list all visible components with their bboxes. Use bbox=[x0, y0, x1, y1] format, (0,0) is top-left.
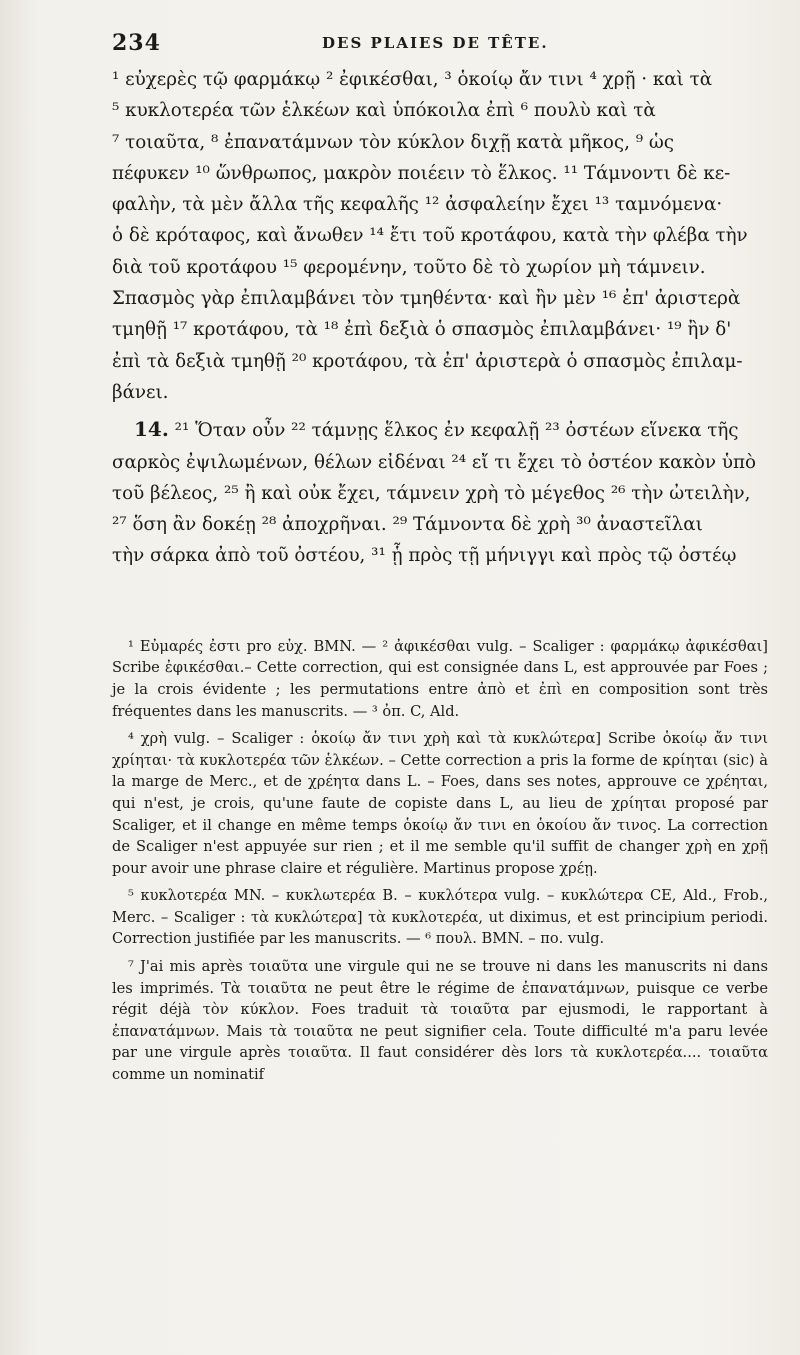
text-line: ¹ εὐχερὲς τῷ φαρμάκῳ ² ἐφικέσθαι, ³ ὁκοίῳ ἄν τινι ⁴ χρῇ · καὶ τὰ bbox=[112, 69, 713, 90]
footnote: ⁴ χρὴ vulg. – Scaliger : ὁκοίῳ ἄν τινι χρὴ καὶ τὰ κυκλώτερα] Scribe ὁκοίῳ ἄν τινι χρίηται· τὰ κυκλοτερέα τῶν ἑλκέων. – Cette correction a pris la forme de κρίηται (sic) à la marge de Merc., et de χρέητα dans L. – Foes, dans ses notes, approuve ce χρέηται, qui n'est, je crois, qu'une faute de copiste dans L, au lieu de χρίηται proposé par Scaliger, et il change en même temps ὁκοίῳ ἄν τινι en ὁκοίου ἄν τινος. La correction de Scaliger n'est appuyée sur rien ; et il me semble qu'il suffit de changer χρὴ en χρῇ pour avoir une phrase claire et régulière. Martinus propose χρέῃ. bbox=[112, 730, 768, 877]
running-head: DES PLAIES DE TÊTE. bbox=[322, 34, 549, 52]
text-line: σαρκὸς ἐψιλωμένων, θέλων εἰδέναι ²⁴ εἴ τι ἔχει τὸ ὀστέον κακὸν ὑπὸ bbox=[112, 451, 756, 473]
section-number: 14. bbox=[134, 417, 169, 442]
text-line: ⁵ κυκλοτερέα τῶν ἑλκέων καὶ ὑπόκοιλα ἐπὶ ⁶ πουλὺ καὶ τὰ bbox=[112, 100, 656, 122]
text-line: ὁ δὲ κρόταφος, καὶ ἄνωθεν ¹⁴ ἔτι τοῦ κροτάφου, κατὰ τὴν φλέβα τὴν bbox=[112, 225, 748, 247]
text-line: ἐπὶ τὰ δεξιὰ τμηθῇ ²⁰ κροτάφου, τὰ ἐπ' ἀριστερὰ ὁ σπασμὸς ἐπιλαμ- bbox=[112, 350, 743, 372]
text-line: Σπασμὸς γὰρ ἐπιλαμβάνει τὸν τμηθέντα· καὶ ἢν μὲν ¹⁶ ἐπ' ἀριστερὰ bbox=[112, 288, 741, 310]
page-header bbox=[112, 30, 768, 56]
footnote: ⁵ κυκλοτερέα MN. – κυκλωτερέα B. – κυκλότερα vulg. – κυκλώτερα CE, Ald., Frob., Merc. – Scaliger : τὰ κυκλώτερα] τὰ κυκλοτερέα, ut diximus, et est principium periodi. Correction justifiée par les manuscrits. — ⁶ πουλ. BMN. – πο. vulg. bbox=[112, 887, 768, 948]
text-line: ²⁷ ὅση ἂν δοκέῃ ²⁸ ἀποχρῆναι. ²⁹ Τάμνοντα δὲ χρὴ ³⁰ ἀναστεῖλαι bbox=[112, 514, 703, 536]
section-14-text: ²¹ Ὅταν οὖν ²² τάμνῃς ἕλκος ἐν κεφαλῇ ²³ ὀστέων εἵνεκα τῆς bbox=[174, 420, 739, 442]
page-number: 234 bbox=[112, 30, 161, 56]
section-14-first-line bbox=[112, 414, 768, 446]
text-line: φαλὴν, τὰ μὲν ἄλλα τῆς κεφαλῆς ¹² ἀσφαλείην ἔχει ¹³ ταμνόμενα· bbox=[112, 194, 723, 216]
text-line: ⁷ τοιαῦτα, ⁸ ἐπανατάμνων τὸν κύκλον διχῇ κατὰ μῆκος, ⁹ ὡς bbox=[112, 131, 675, 153]
footnotes bbox=[112, 636, 768, 1086]
main-greek-text bbox=[112, 64, 768, 572]
text-line: διὰ τοῦ κροτάφου ¹⁵ φερομένην, τοῦτο δὲ τὸ χωρίον μὴ τάμνειν. bbox=[112, 256, 706, 278]
footnote: ¹ Εὐμαρές ἐστι pro εὐχ. BMN. — ² ἀφικέσθαι vulg. – Scaliger : φαρμάκῳ ἀφικέσθαι] Scribe ἐφικέσθαι.– Cette correction, qui est consignée dans L, est approuvée par Foes ; je la crois évidente ; les permutations entre ἀπὸ et ἐπὶ en composition sont très fréquentes dans les manuscrits. — ³ ὀπ. C, Ald. bbox=[112, 637, 768, 720]
text-line: τὴν σάρκα ἀπὸ τοῦ ὀστέου, ³¹ ᾗ πρὸς τῇ μήνιγγι καὶ πρὸς τῷ ὀστέῳ bbox=[112, 545, 737, 567]
text-line: τοῦ βέλεος, ²⁵ ἢ καὶ οὐκ ἔχει, τάμνειν χρὴ τὸ μέγεθος ²⁶ τὴν ὠτειλὴν, bbox=[112, 482, 751, 504]
text-line: τμηθῇ ¹⁷ κροτάφου, τὰ ¹⁸ ἐπὶ δεξιὰ ὁ σπασμὸς ἐπιλαμβάνει· ¹⁹ ἢν δ' bbox=[112, 319, 732, 341]
text-line: βάνει. bbox=[112, 381, 169, 403]
notes-separator bbox=[112, 572, 768, 636]
text-line: πέφυκεν ¹⁰ ὥνθρωπος, μακρὸν ποιέειν τὸ ἕλκος. ¹¹ Τάμνοντι δὲ κε- bbox=[112, 162, 731, 184]
footnote: ⁷ J'ai mis après τοιαῦτα une virgule qui ne se trouve ni dans les manuscrits ni dans les imprimés. Τὰ τοιαῦτα ne peut être le régime de ἐπανατάμνων, puisque ce verbe régit déjà τὸν κύκλον. Foes traduit τὰ τοιαῦτα par ejusmodi, le rapportant à ἐπανατάμνων. Mais τὰ τοιαῦτα ne peut signifier cela. Toute difficulté m'a paru levée par une virgule après τοιαῦτα. Il faut considérer dès lors τὰ κυκλοτερέα.... τοιαῦτα comme un nominatif bbox=[112, 958, 768, 1084]
